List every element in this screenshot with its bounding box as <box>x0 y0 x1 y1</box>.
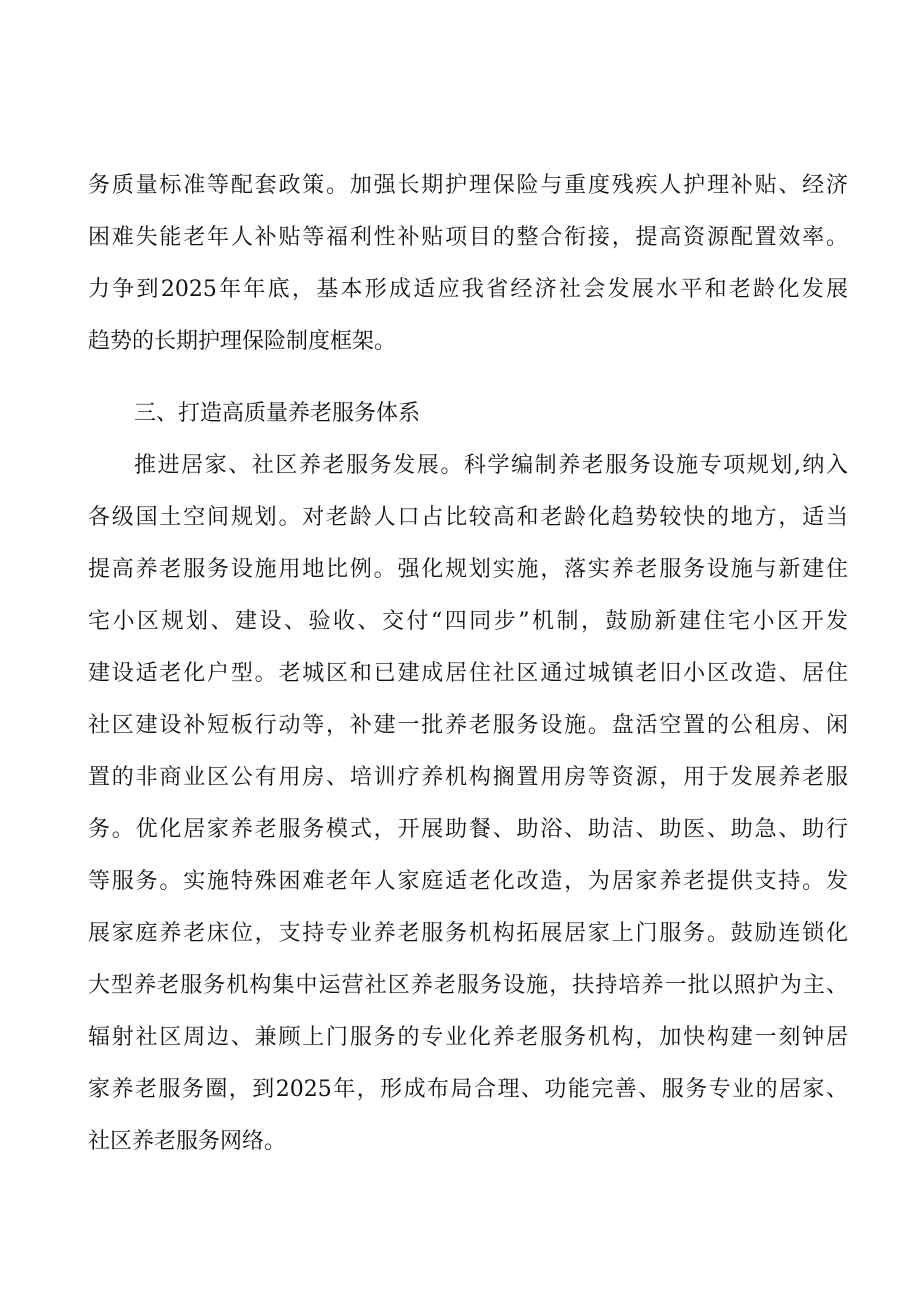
paragraph-2-line-1: 推进居家、社区养老服务发展。科学编制养老服务设施专项规划,纳入 <box>134 453 848 478</box>
paragraph-2-line-14: 社区养老服务网络。 <box>88 1129 287 1154</box>
paragraph-2-line-4: 宅小区规划、建设、验收、交付“四同步”机制，鼓励新建住宅小区开发 <box>88 609 848 634</box>
paragraph-2-line-12: 辐射社区周边、兼顾上门服务的专业化养老服务机构，加快构建一刻钟居 <box>88 1025 848 1050</box>
paragraph-2-line-8: 务。优化居家养老服务模式，开展助餐、助浴、助洁、助医、助急、助行 <box>88 817 848 842</box>
paragraph-2-line-13: 家养老服务圈，到2025年，形成布局合理、功能完善、服务专业的居家、 <box>88 1077 848 1102</box>
paragraph-2-line-2: 各级国土空间规划。对老龄人口占比较高和老龄化趋势较快的地方，适当 <box>88 505 848 530</box>
paragraph-2-line-10: 展家庭养老床位，支持专业养老服务机构拓展居家上门服务。鼓励连锁化 <box>88 921 848 946</box>
paragraph-1-line-1: 务质量标准等配套政策。加强长期护理保险与重度残疾人护理补贴、经济 <box>88 173 848 198</box>
paragraph-2-line-7: 置的非商业区公有用房、培训疗养机构搁置用房等资源，用于发展养老服 <box>88 765 848 790</box>
paragraph-1-line-3: 力争到2025年年底，基本形成适应我省经济社会发展水平和老龄化发展 <box>88 277 848 302</box>
paragraph-2-line-5: 建设适老化户型。老城区和已建成居住社区通过城镇老旧小区改造、居住 <box>88 661 848 686</box>
paragraph-2-line-11: 大型养老服务机构集中运营社区养老服务设施，扶持培养一批以照护为主、 <box>88 973 848 998</box>
paragraph-1-line-2: 困难失能老年人补贴等福利性补贴项目的整合衔接，提高资源配置效率。 <box>88 225 848 250</box>
paragraph-2-line-6: 社区建设补短板行动等，补建一批养老服务设施。盘活空置的公租房、闲 <box>88 713 848 738</box>
paragraph-2-line-3: 提高养老服务设施用地比例。强化规划实施，落实养老服务设施与新建住 <box>88 557 848 582</box>
paragraph-2-line-9: 等服务。实施特殊困难老年人家庭适老化改造，为居家养老提供支持。发 <box>88 869 848 894</box>
section-heading: 三、打造高质量养老服务体系 <box>134 401 421 426</box>
paragraph-1-line-4: 趋势的长期护理保险制度框架。 <box>88 329 397 354</box>
